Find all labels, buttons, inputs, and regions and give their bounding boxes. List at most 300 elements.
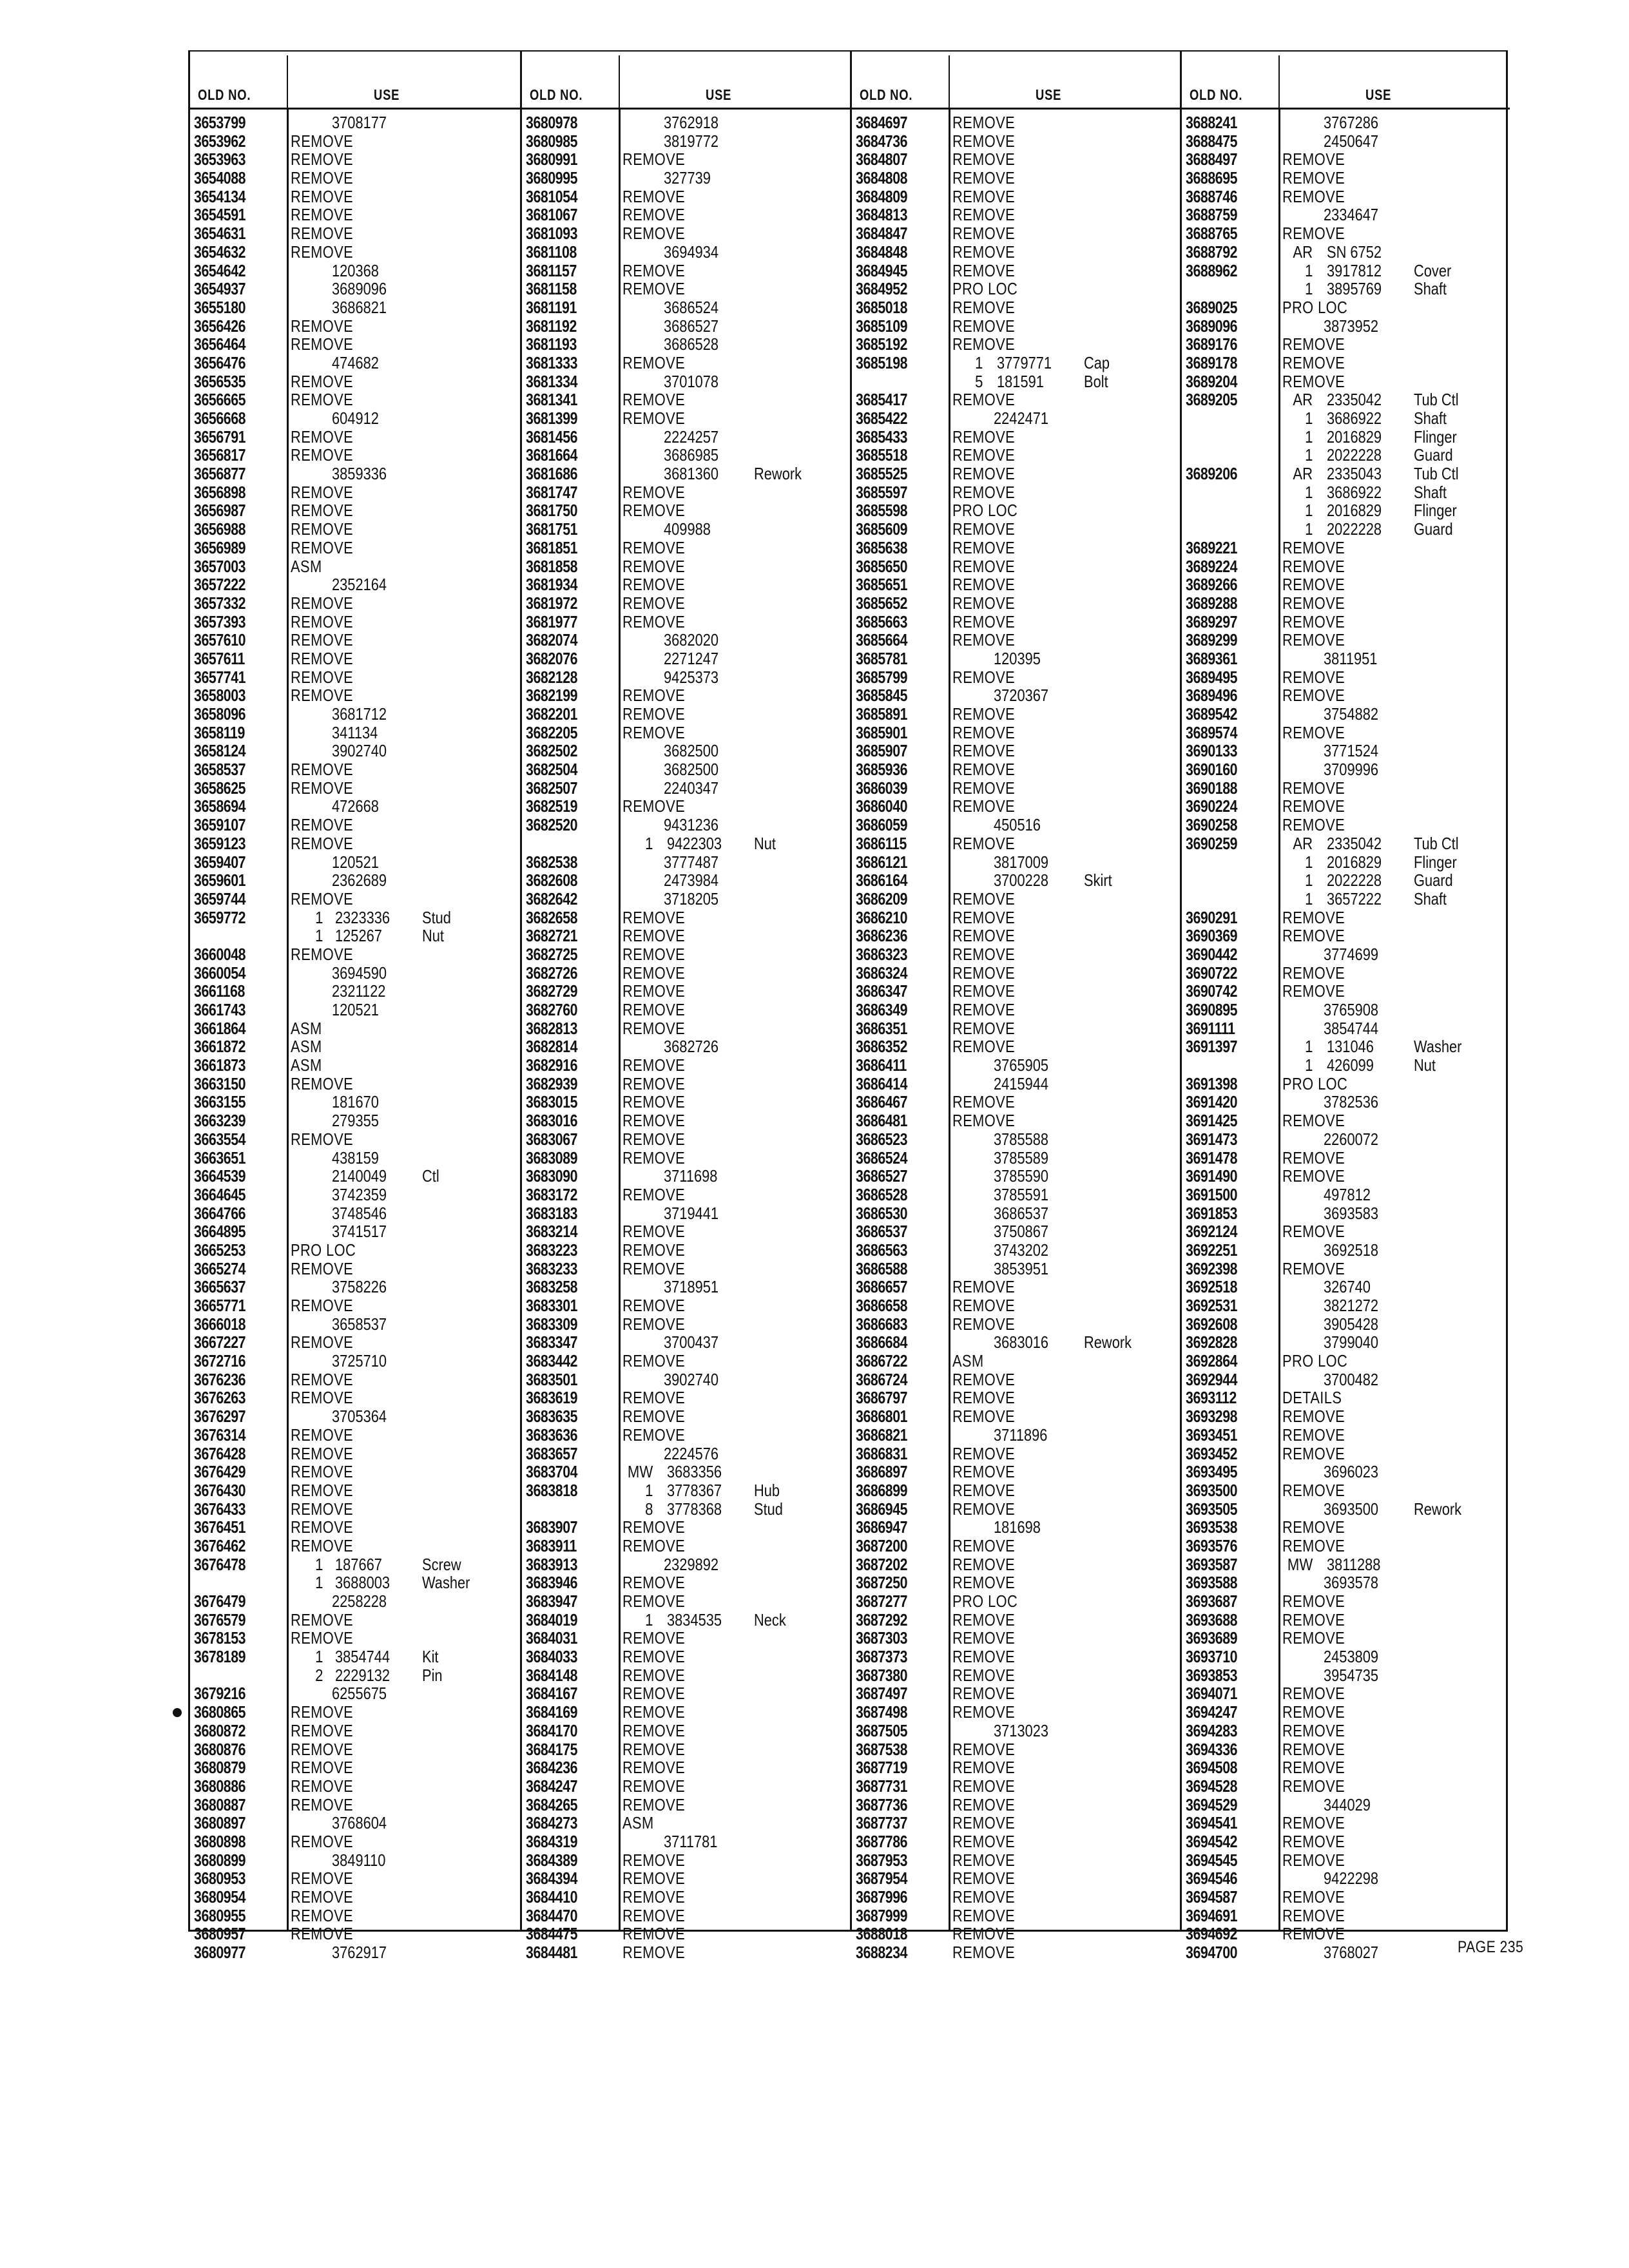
old-part-number: 3686683 — [856, 1314, 908, 1334]
old-part-number: 3659772 — [194, 907, 246, 927]
replacement-status: REMOVE — [622, 149, 686, 169]
old-part-number: 3682199 — [526, 686, 578, 706]
quantity: 1 — [1304, 279, 1313, 299]
table-row — [522, 1149, 850, 1168]
replacement-status: REMOVE — [1282, 611, 1345, 631]
table-row — [522, 1389, 850, 1407]
old-part-number: 3664766 — [194, 1203, 246, 1223]
table-row — [190, 501, 520, 520]
old-part-number: 3689204 — [1186, 371, 1238, 391]
quantity: AR — [1293, 390, 1313, 410]
use-part-number: 3682500 — [664, 760, 719, 780]
table-row — [852, 1019, 1180, 1038]
quantity: 1 — [1304, 427, 1313, 447]
old-part-number: 3685609 — [856, 519, 908, 539]
part-description: Guard — [1414, 870, 1453, 890]
replacement-status: REMOVE — [952, 1443, 1016, 1463]
old-part-number: 3684475 — [526, 1924, 578, 1944]
old-part-number: 3689206 — [1186, 464, 1238, 484]
replacement-status: REMOVE — [1282, 1425, 1345, 1445]
table-row — [1182, 298, 1510, 317]
replacement-status: REMOVE — [291, 1129, 354, 1149]
part-description: Flinger — [1414, 852, 1457, 872]
use-part-number: SN 6752 — [1327, 242, 1382, 262]
use-header: USE — [706, 86, 732, 103]
table-row — [522, 1463, 850, 1481]
quantity: 1 — [1304, 1037, 1313, 1057]
table-row — [190, 1370, 520, 1389]
replacement-status: REMOVE — [952, 1092, 1016, 1112]
old-part-number: 3658124 — [194, 741, 246, 761]
replacement-status: REMOVE — [952, 704, 1016, 724]
old-part-number: 3654134 — [194, 186, 246, 206]
old-part-number: 3686899 — [856, 1480, 908, 1500]
replacement-status: REMOVE — [291, 1480, 354, 1500]
table-row — [852, 816, 1180, 834]
table-row — [1182, 890, 1510, 908]
table-row — [522, 871, 850, 890]
replacement-status: REMOVE — [1282, 1480, 1345, 1500]
replacement-status: REMOVE — [291, 686, 354, 706]
old-part-number: 3684945 — [856, 260, 908, 280]
use-part-number: 2240347 — [664, 778, 719, 798]
table-row — [522, 1222, 850, 1241]
old-part-number: 3657003 — [194, 556, 246, 576]
old-part-number: 3687200 — [856, 1535, 908, 1555]
old-part-number: 3687373 — [856, 1647, 908, 1667]
old-part-number: 3683704 — [526, 1462, 578, 1482]
old-part-number: 3694542 — [1186, 1831, 1238, 1851]
old-part-number: 3692518 — [1186, 1277, 1238, 1297]
old-part-number: 3685907 — [856, 741, 908, 761]
old-part-number: 3692944 — [1186, 1369, 1238, 1389]
replacement-status: REMOVE — [622, 1258, 686, 1278]
table-row — [852, 1832, 1180, 1851]
table-row — [522, 465, 850, 483]
old-part-number: 3656535 — [194, 371, 246, 391]
old-part-number: 3691853 — [1186, 1203, 1238, 1223]
use-part-number: 3758226 — [332, 1277, 387, 1297]
use-part-number: 3762917 — [332, 1943, 387, 1963]
old-part-number: 3687786 — [856, 1831, 908, 1851]
quantity: 8 — [644, 1499, 653, 1519]
replacement-status: REMOVE — [291, 316, 354, 336]
table-row — [190, 945, 520, 964]
use-part-number: 3686527 — [664, 316, 719, 336]
part-description: Nut — [754, 833, 776, 853]
table-row — [522, 575, 850, 594]
old-part-number: 3681067 — [526, 205, 578, 225]
use-part-number: 3709996 — [1324, 760, 1379, 780]
replacement-status: REMOVE — [1282, 1443, 1345, 1463]
old-part-number: 3691490 — [1186, 1166, 1238, 1186]
table-row — [852, 631, 1180, 649]
replacement-status: REMOVE — [622, 1628, 686, 1648]
replacement-status: REMOVE — [952, 464, 1016, 484]
table-row — [852, 1703, 1180, 1722]
old-part-number: 3688018 — [856, 1924, 908, 1944]
use-part-number: 3854744 — [1324, 1018, 1379, 1038]
use-part-number: 3711698 — [664, 1166, 718, 1186]
table-row — [522, 1352, 850, 1370]
replacement-status: REMOVE — [291, 427, 354, 447]
table-row — [522, 724, 850, 742]
replacement-status: REMOVE — [952, 1887, 1016, 1907]
old-part-number: 3665253 — [194, 1240, 246, 1260]
table-row — [190, 1186, 520, 1204]
table-row — [522, 1777, 850, 1796]
table-row — [1182, 1573, 1510, 1592]
old-part-number: 3657393 — [194, 611, 246, 631]
old-part-number: 3687953 — [856, 1850, 908, 1870]
part-description: Cover — [1414, 260, 1452, 280]
old-part-number: 3657610 — [194, 630, 246, 650]
old-part-number: 3680985 — [526, 131, 578, 151]
use-part-number: 279355 — [332, 1111, 379, 1131]
replacement-status: REMOVE — [952, 741, 1016, 761]
use-part-number: 120368 — [332, 260, 379, 280]
table-row — [190, 1851, 520, 1870]
old-part-number: 3685650 — [856, 556, 908, 576]
use-part-number: 3686922 — [1327, 408, 1382, 428]
table-row — [190, 1666, 520, 1685]
use-part-number: 3771524 — [1324, 741, 1379, 761]
table-row — [852, 890, 1180, 908]
table-row — [1182, 372, 1510, 391]
old-part-number: 3685638 — [856, 537, 908, 557]
replacement-status: REMOVE — [952, 149, 1016, 169]
old-part-number: 3686352 — [856, 1037, 908, 1057]
old-part-number: 3653962 — [194, 131, 246, 151]
old-part-number: 3682814 — [526, 1037, 578, 1057]
quantity: 1 — [1304, 852, 1313, 872]
old-part-number: 3692124 — [1186, 1222, 1238, 1242]
use-part-number: 3686537 — [994, 1203, 1049, 1223]
old-part-number: 3693588 — [1186, 1573, 1238, 1593]
table-row — [852, 501, 1180, 520]
replacement-status: REMOVE — [952, 907, 1016, 927]
old-part-number: 3685422 — [856, 408, 908, 428]
replacement-status: PRO LOC — [952, 279, 1018, 299]
table-row — [522, 169, 850, 187]
old-part-number: 3681664 — [526, 445, 578, 465]
replacement-status: REMOVE — [291, 833, 354, 853]
replacement-status: REMOVE — [291, 1831, 354, 1851]
old-part-number: 3672716 — [194, 1351, 246, 1371]
replacement-status: REMOVE — [291, 334, 354, 354]
old-part-number: 3691500 — [1186, 1184, 1238, 1204]
replacement-status: REMOVE — [1282, 593, 1345, 613]
replacement-status: REMOVE — [622, 1887, 686, 1907]
table-row — [852, 169, 1180, 187]
part-description: Rework — [754, 464, 802, 484]
use-part-number: 3750867 — [994, 1222, 1049, 1242]
old-part-number: 3686236 — [856, 926, 908, 946]
old-part-number: 3661168 — [194, 981, 245, 1001]
replacement-status: REMOVE — [952, 760, 1016, 780]
table-row — [190, 1722, 520, 1740]
replacement-status: REMOVE — [1282, 1517, 1345, 1537]
use-header: USE — [1036, 86, 1062, 103]
old-part-number: 3686722 — [856, 1351, 908, 1371]
table-row — [852, 594, 1180, 613]
old-part-number: 3688765 — [1186, 224, 1238, 244]
old-part-number: 3688241 — [1186, 113, 1238, 132]
old-part-number: 3692251 — [1186, 1240, 1238, 1260]
old-part-number: 3694283 — [1186, 1720, 1238, 1740]
quantity: 1 — [314, 907, 323, 927]
replacement-status: REMOVE — [622, 1702, 686, 1722]
old-part-number: 3682502 — [526, 741, 578, 761]
table-row — [190, 243, 520, 262]
replacement-status: REMOVE — [622, 944, 686, 964]
table-row — [1182, 539, 1510, 557]
column-header — [190, 52, 520, 110]
old-part-number: 3684952 — [856, 279, 908, 299]
table-row — [522, 1075, 850, 1093]
table-row — [1182, 1352, 1510, 1370]
old-part-number: 3680957 — [194, 1924, 246, 1944]
replacement-status: REMOVE — [952, 427, 1016, 447]
old-part-number: 3653963 — [194, 149, 246, 169]
replacement-status: REMOVE — [291, 1720, 354, 1740]
replacement-status: REMOVE — [622, 963, 686, 983]
table-row — [1182, 760, 1510, 779]
table-row — [1182, 797, 1510, 816]
table-row — [852, 945, 1180, 964]
table-row — [190, 298, 520, 317]
use-part-number: 2335042 — [1327, 833, 1382, 853]
use-part-number: 131046 — [1327, 1037, 1374, 1057]
replacement-status: REMOVE — [291, 1739, 354, 1759]
old-part-number: 3681972 — [526, 593, 578, 613]
table-row — [852, 1592, 1180, 1611]
old-part-number: 3657741 — [194, 667, 246, 687]
old-part-number: 3689297 — [1186, 611, 1238, 631]
old-part-number: 3681333 — [526, 352, 578, 372]
table-row — [190, 372, 520, 391]
replacement-status: REMOVE — [1282, 1591, 1345, 1611]
use-part-number: 3686528 — [664, 334, 719, 354]
table-row — [852, 686, 1180, 705]
replacement-status: REMOVE — [291, 1296, 354, 1315]
use-part-number: 3895769 — [1327, 279, 1382, 299]
old-part-number: 3683913 — [526, 1554, 578, 1574]
replacement-status: REMOVE — [952, 224, 1016, 244]
use-part-number: 9425373 — [664, 667, 719, 687]
table-row — [190, 982, 520, 1001]
table-row — [1182, 390, 1510, 409]
old-part-number: 3687538 — [856, 1739, 908, 1759]
use-part-number: 474682 — [332, 352, 379, 372]
replacement-status: REMOVE — [622, 1314, 686, 1334]
use-part-number: 3743202 — [994, 1240, 1049, 1260]
table-row — [190, 1555, 520, 1574]
table-row — [190, 1056, 520, 1075]
old-part-number: 3657611 — [194, 648, 245, 668]
use-part-number: 3778367 — [667, 1480, 722, 1500]
table-row — [522, 1500, 850, 1519]
quantity: MW — [627, 1462, 653, 1482]
old-part-number: 3665274 — [194, 1258, 246, 1278]
table-row — [852, 705, 1180, 724]
replacement-status: REMOVE — [291, 667, 354, 687]
old-part-number: 3693112 — [1186, 1388, 1237, 1408]
table-row — [852, 575, 1180, 594]
replacement-status: REMOVE — [622, 1184, 686, 1204]
replacement-status: REMOVE — [952, 168, 1016, 188]
table-row — [522, 927, 850, 945]
table-row — [852, 964, 1180, 983]
old-part-number: 3681399 — [526, 408, 578, 428]
table-row — [852, 1925, 1180, 1943]
old-part-number: 3653799 — [194, 113, 246, 132]
use-part-number: 3741517 — [332, 1222, 387, 1242]
old-part-number: 3684736 — [856, 131, 908, 151]
quantity: AR — [1293, 464, 1313, 484]
table-row — [852, 1370, 1180, 1389]
replacement-status: DETAILS — [1282, 1388, 1342, 1408]
table-row — [190, 446, 520, 465]
old-part-number: 3683090 — [526, 1166, 578, 1186]
replacement-status: ASM — [291, 556, 322, 576]
replacement-status: REMOVE — [952, 1758, 1016, 1778]
old-no-header: OLD NO. — [860, 86, 913, 103]
replacement-status: REMOVE — [291, 630, 354, 650]
old-part-number: 3667227 — [194, 1332, 246, 1352]
use-part-number: 3779771 — [997, 352, 1052, 372]
table-row — [190, 539, 520, 557]
part-description: Hub — [754, 1480, 780, 1500]
table-row — [1182, 1796, 1510, 1814]
replacement-status: REMOVE — [952, 1037, 1016, 1057]
replacement-status: REMOVE — [622, 260, 686, 280]
old-part-number: 3686684 — [856, 1332, 908, 1352]
old-part-number: 3682507 — [526, 778, 578, 798]
old-part-number: 3676433 — [194, 1499, 246, 1519]
column-body — [852, 110, 1180, 1963]
table-row — [852, 1463, 1180, 1481]
table-row — [522, 150, 850, 169]
table-row — [190, 631, 520, 649]
table-row — [522, 594, 850, 613]
old-part-number: 3682504 — [526, 760, 578, 780]
table-row — [522, 243, 850, 262]
replacement-status: REMOVE — [952, 1739, 1016, 1759]
replacement-status: REMOVE — [622, 1591, 686, 1611]
table-row — [190, 1796, 520, 1814]
table-row — [522, 483, 850, 502]
row-list — [190, 113, 520, 1962]
replacement-status: REMOVE — [952, 1369, 1016, 1389]
replacement-status: REMOVE — [952, 537, 1016, 557]
old-part-number: 3682729 — [526, 981, 578, 1001]
use-part-number: 326740 — [1324, 1277, 1371, 1297]
old-part-number: 3654591 — [194, 205, 246, 225]
use-part-number: 3693500 — [1324, 1499, 1379, 1519]
part-description: Washer — [1414, 1037, 1462, 1057]
replacement-status: REMOVE — [952, 1831, 1016, 1851]
old-part-number: 3689096 — [1186, 316, 1238, 336]
replacement-status: REMOVE — [622, 224, 686, 244]
table-row — [522, 1260, 850, 1278]
table-row — [190, 613, 520, 631]
old-part-number: 3685663 — [856, 611, 908, 631]
table-row — [852, 1740, 1180, 1759]
replacement-status: REMOVE — [1282, 186, 1345, 206]
replacement-status: REMOVE — [291, 149, 354, 169]
old-part-number: 3683172 — [526, 1184, 578, 1204]
table-row — [1182, 649, 1510, 668]
old-part-number: 3684273 — [526, 1813, 578, 1833]
table-row — [1182, 446, 1510, 465]
replacement-status: REMOVE — [622, 279, 686, 299]
replacement-status: REMOVE — [952, 1407, 1016, 1427]
old-part-number: 3658119 — [194, 722, 245, 742]
old-part-number: 3681158 — [526, 279, 577, 299]
table-row — [522, 187, 850, 206]
table-row — [1182, 1333, 1510, 1352]
use-part-number: 120521 — [332, 852, 379, 872]
replacement-status: REMOVE — [1282, 1850, 1345, 1870]
replacement-status: REMOVE — [622, 1351, 686, 1371]
table-row — [522, 1001, 850, 1019]
old-part-number: 3684236 — [526, 1758, 578, 1778]
table-row — [522, 1111, 850, 1130]
table-row — [190, 1111, 520, 1130]
table-row — [190, 335, 520, 354]
old-part-number: 3694508 — [1186, 1758, 1238, 1778]
table-row — [190, 1629, 520, 1648]
table-row — [1182, 724, 1510, 742]
old-part-number: 3693452 — [1186, 1443, 1238, 1463]
replacement-status: REMOVE — [291, 1073, 354, 1093]
old-part-number: 3683635 — [526, 1407, 578, 1427]
old-part-number: 3684813 — [856, 205, 908, 225]
old-part-number: 3684394 — [526, 1869, 578, 1888]
replacement-status: REMOVE — [952, 390, 1016, 410]
old-part-number: 3683016 — [526, 1111, 578, 1131]
replacement-status: PRO LOC — [952, 501, 1018, 521]
replacement-status: REMOVE — [952, 1554, 1016, 1574]
table-row — [190, 1592, 520, 1611]
replacement-status: REMOVE — [622, 1758, 686, 1778]
table-row — [1182, 1056, 1510, 1075]
table-row — [190, 483, 520, 502]
old-part-number: 3693500 — [1186, 1480, 1238, 1500]
replacement-status: REMOVE — [1282, 1720, 1345, 1740]
quantity: 1 — [314, 1647, 323, 1667]
old-part-number: 3676236 — [194, 1369, 246, 1389]
old-part-number: 3680876 — [194, 1739, 246, 1759]
use-part-number: 187667 — [335, 1554, 382, 1574]
replacement-status: REMOVE — [291, 889, 354, 908]
use-part-number: 3819772 — [664, 131, 719, 151]
old-part-number: 3685901 — [856, 722, 908, 742]
use-part-number: 3768027 — [1324, 1943, 1379, 1963]
table-row — [1182, 1130, 1510, 1149]
replacement-status: REMOVE — [1282, 1258, 1345, 1278]
old-part-number: 3693687 — [1186, 1591, 1238, 1611]
old-part-number: 3684847 — [856, 224, 908, 244]
table-row — [190, 1703, 520, 1722]
use-part-number: 3700482 — [1324, 1369, 1379, 1389]
quantity: AR — [1293, 833, 1313, 853]
replacement-status: REMOVE — [952, 242, 1016, 262]
table-row — [1182, 982, 1510, 1001]
old-part-number: 3686523 — [856, 1129, 908, 1149]
replacement-status: REMOVE — [952, 519, 1016, 539]
